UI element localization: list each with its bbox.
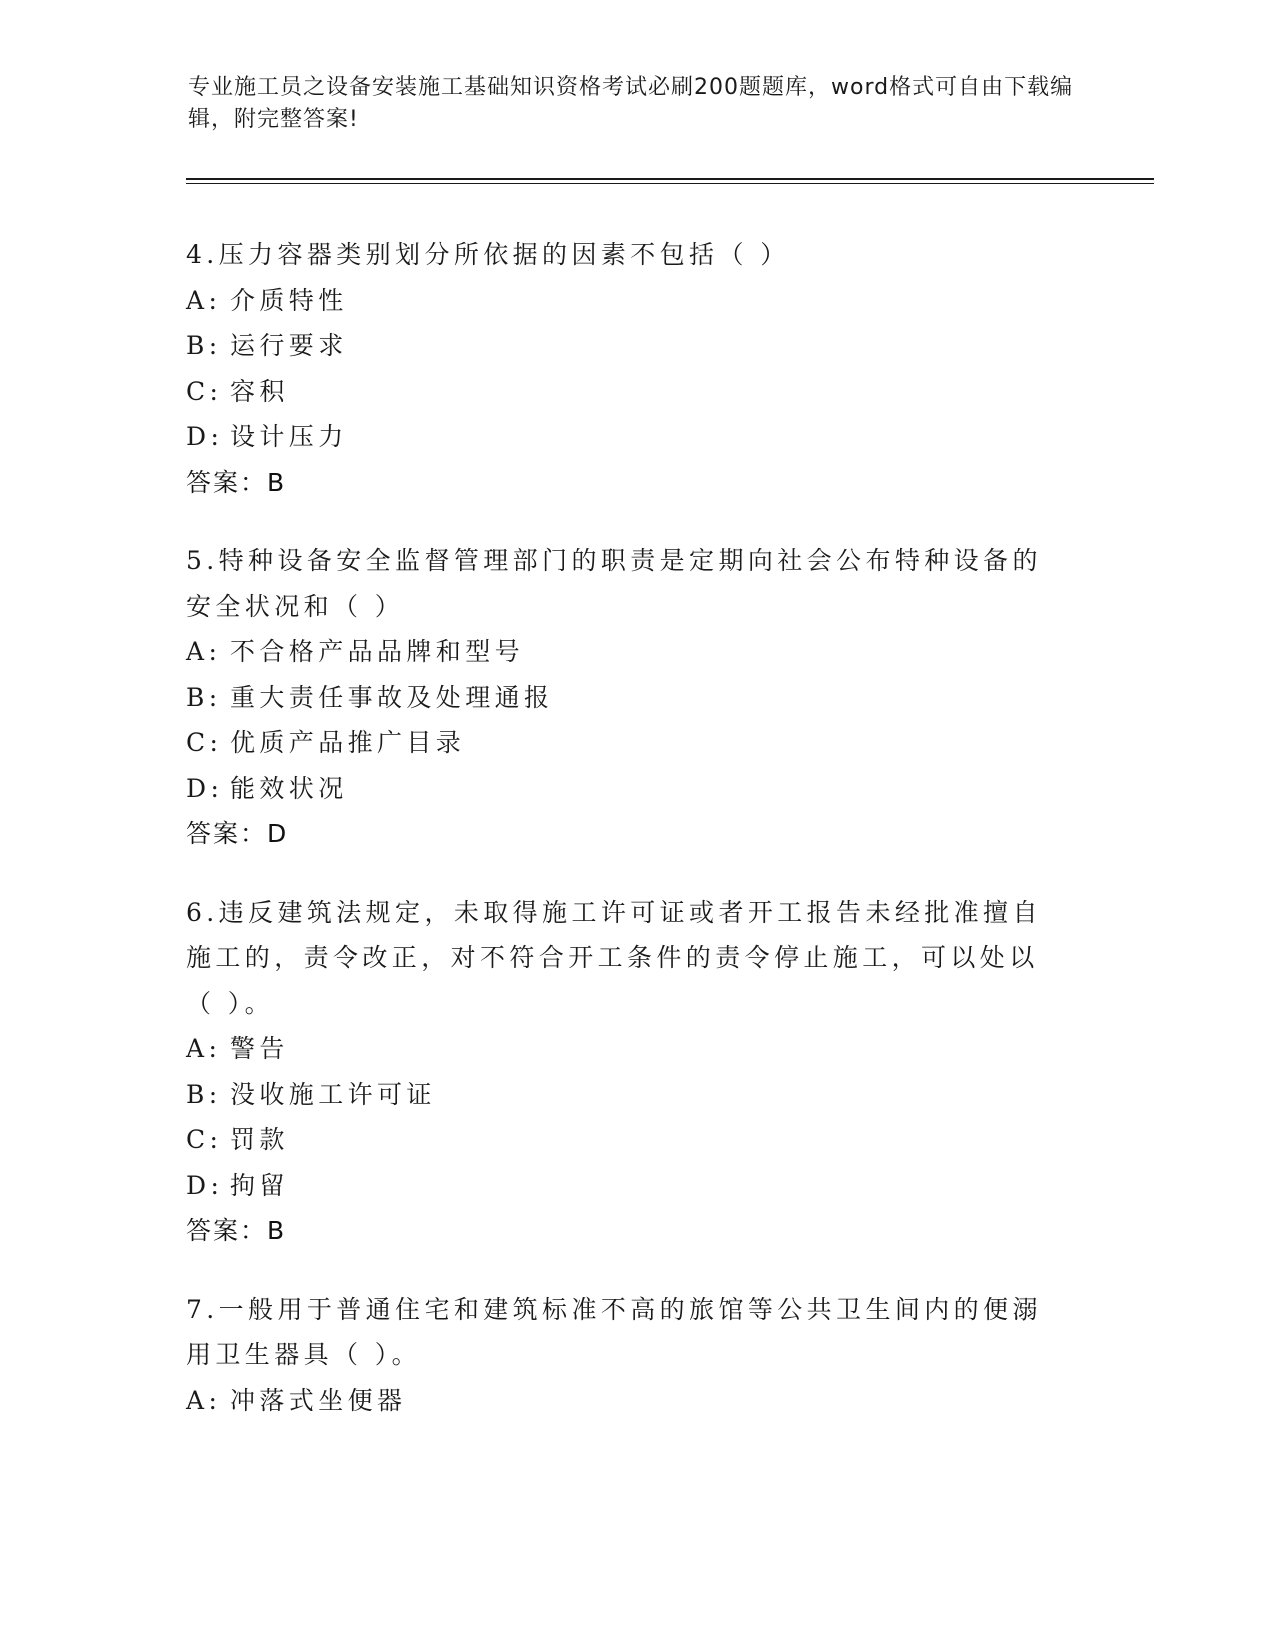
answer-label: 答案：B [186,1216,287,1245]
option-text: 设计压力 [230,422,348,451]
document-header-title: 专业施工员之设备安装施工基础知识资格考试必刷200题题库，word格式可自由下载编辑，附完整答案! [188,75,1074,132]
option-key: D: [186,422,224,451]
option-text: 能效状况 [230,773,348,803]
question-5 [186,538,1066,857]
question-stem: 5.特种设备安全监督管理部门的职责是定期向社会公布特种设备的安全状况和（ ） [186,546,1042,621]
option-a [186,1026,1066,1072]
option-a [186,278,1066,324]
option-key: B: [186,331,222,360]
option-c [186,369,1066,415]
question-stem: 7.一般用于普通住宅和建筑标准不高的旅馆等公共卫生间内的便溺用卫生器具（ ）。 [186,1294,1042,1369]
option-text: 优质产品推广目录 [230,728,466,757]
option-key: A: [186,285,222,315]
option-text: 容积 [230,376,289,406]
option-text: 罚款 [230,1125,289,1154]
option-text: 介质特性 [230,285,348,315]
question-4 [186,232,1066,505]
option-text: 运行要求 [230,331,348,360]
answer-label: 答案：D [186,819,289,848]
option-text: 警告 [230,1034,289,1063]
option-b [186,675,1066,721]
header-divider-thick [186,178,1154,180]
option-d [186,414,1066,460]
header-divider-thin [186,183,1154,184]
option-a [186,629,1066,675]
option-c [186,720,1066,766]
question-7 [186,1287,1066,1424]
option-c [186,1117,1066,1163]
question-stem: 4.压力容器类别划分所依据的因素不包括（ ） [186,240,790,269]
option-d [186,766,1066,812]
answer-label: 答案：B [186,467,287,497]
question-6 [186,890,1066,1254]
option-key: A: [186,637,222,666]
option-b [186,323,1066,369]
option-key: B: [186,682,222,712]
option-text: 没收施工许可证 [230,1079,436,1109]
option-text: 拘留 [230,1170,289,1200]
option-b [186,1072,1066,1118]
option-key: C: [186,728,223,757]
option-text: 不合格产品品牌和型号 [230,637,525,666]
option-key: C: [186,376,223,406]
option-text: 重大责任事故及处理通报 [230,682,554,712]
option-key: D: [186,773,224,803]
question-stem: 6.违反建筑法规定，未取得施工许可证或者开工报告未经批准擅自施工的，责令改正，对不符合开工条件的责令停止施工，可以处以（ ）。 [186,897,1042,1018]
option-d [186,1163,1066,1209]
option-text: 冲落式坐便器 [230,1385,407,1415]
option-key: A: [186,1034,222,1063]
question-list [186,232,1066,1456]
option-key: B: [186,1079,222,1109]
option-key: C: [186,1125,223,1154]
option-key: A: [186,1385,222,1415]
option-key: D: [186,1170,224,1200]
option-a [186,1378,1066,1424]
